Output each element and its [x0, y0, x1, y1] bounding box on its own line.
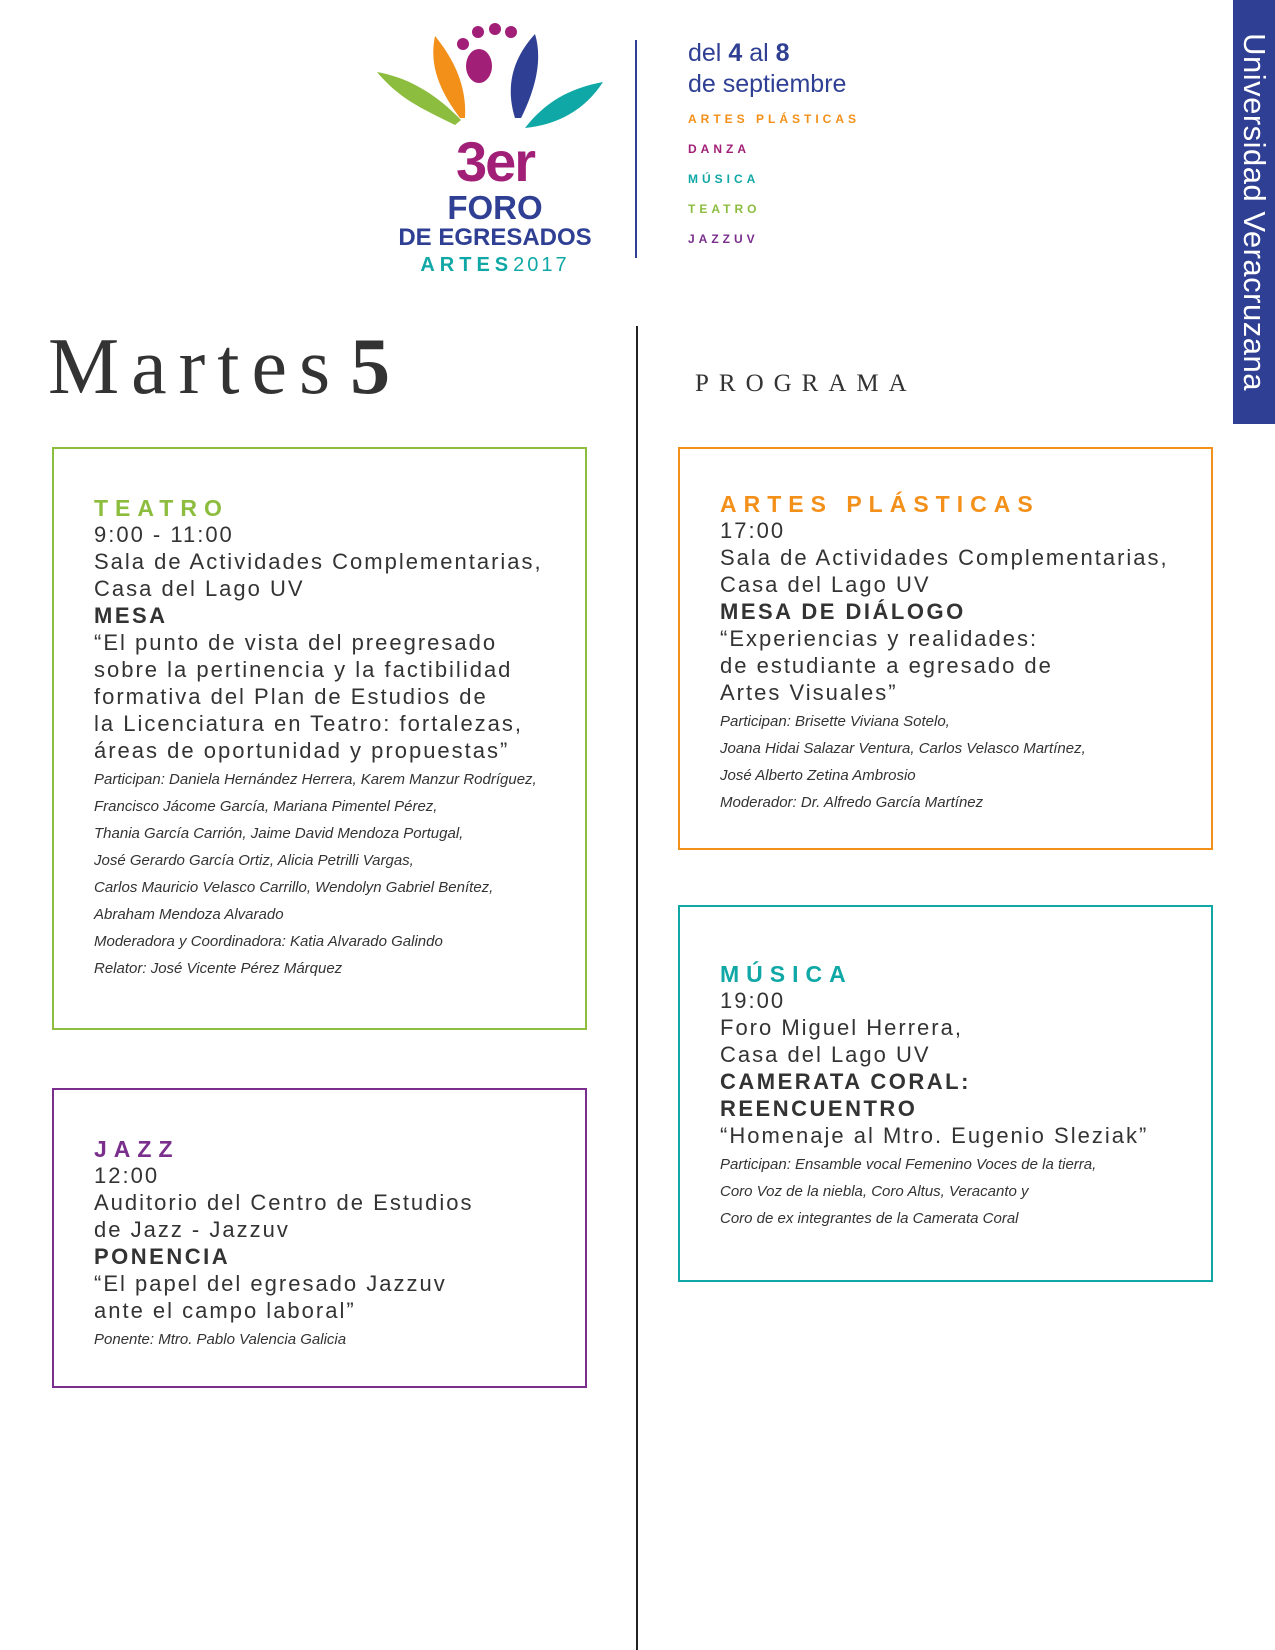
discipline-musica: MÚSICA	[688, 172, 760, 186]
event-participants: Ponente: Mtro. Pablo Valencia Galicia	[94, 1331, 347, 1348]
header-divider	[635, 40, 637, 258]
event-title: “El papel del egresado Jazzuv ante el campo laboral”	[94, 1271, 447, 1323]
event-venue: Sala de Actividades Complementarias, Casa del Lago UV	[720, 545, 1169, 597]
discipline-danza: DANZA	[688, 142, 750, 156]
event-card-artes-plasticas	[678, 447, 1213, 850]
event-time: 17:00	[720, 518, 786, 543]
event-time: 9:00 - 11:00	[94, 522, 234, 547]
programa-label: PROGRAMA	[695, 370, 917, 397]
logo-egresados: DE EGRESADOS	[398, 224, 592, 251]
event-title: “El punto de vista del preegresado sobre la pertinencia y la factibilidad formativa del Plan de Estudios de la Licenciatura en Teatro: fortalezas, áreas de oportunidad y propuestas”	[94, 630, 524, 763]
event-kind: MESA DE DIÁLOGO	[720, 599, 966, 624]
event-participants: Participan: Ensamble vocal Femenino Voces de la tierra, Coro Voz de la niebla, Coro Altus, Veracanto y Coro de ex integrantes de la Camerata Coral	[720, 1156, 1097, 1227]
event-dates: del 4 al 8 de septiembre	[688, 39, 847, 98]
logo-foro: FORO	[447, 189, 543, 226]
event-kind: PONENCIA	[94, 1244, 231, 1269]
logo-artes-year: ARTES2017	[420, 254, 570, 276]
event-card-teatro	[52, 447, 587, 1030]
flower-logo-icon	[375, 20, 615, 135]
event-venue: Auditorio del Centro de Estudios de Jazz - Jazzuv	[94, 1190, 474, 1242]
event-time: 19:00	[720, 988, 786, 1013]
day-title: Martes 5	[48, 323, 391, 411]
event-category: MÚSICA	[720, 961, 853, 987]
event-card-musica	[678, 905, 1213, 1282]
center-divider	[636, 326, 638, 1650]
event-kind: MESA	[94, 603, 168, 628]
event-category: ARTES PLÁSTICAS	[720, 491, 1040, 517]
discipline-artes-plasticas: ARTES PLÁSTICAS	[688, 112, 861, 126]
discipline-teatro: TEATRO	[688, 202, 761, 216]
event-category: TEATRO	[94, 495, 229, 521]
forum-logo	[375, 20, 615, 276]
event-time: 12:00	[94, 1163, 160, 1188]
logo-edition: 3er	[455, 130, 535, 193]
event-venue: Foro Miguel Herrera, Casa del Lago UV	[720, 1015, 963, 1067]
discipline-jazzuv: JAZZUV	[688, 232, 759, 246]
event-participants: Participan: Daniela Hernández Herrera, Karem Manzur Rodríguez, Francisco Jácome García, Mariana Pimentel Pérez, Thania García Carrión, Jaime David Mendoza Portugal, José Gerardo García Ortiz, Alicia Petrilli Vargas, Carlos Mauricio Velasco Carrillo, Wendolyn Gabriel Benítez, Abraham Mendoza Alvarado Moderadora y Coordinadora: Katia Alvarado Galindo Relator: José Vicente Pérez Márquez	[94, 771, 537, 977]
event-category: JAZZ	[94, 1136, 180, 1162]
event-title: “Homenaje al Mtro. Eugenio Sleziak”	[720, 1123, 1149, 1148]
university-name: Universidad Veracruzana	[1237, 33, 1272, 391]
event-participants: Participan: Brisette Viviana Sotelo, Joana Hidai Salazar Ventura, Carlos Velasco Martínez, José Alberto Zetina Ambrosio Moderador: Dr. Alfredo García Martínez	[720, 713, 1086, 811]
event-card-jazz	[52, 1088, 587, 1388]
event-kind: CAMERATA CORAL: REENCUENTRO	[720, 1069, 971, 1121]
university-side-tab	[1233, 0, 1275, 424]
event-title: “Experiencias y realidades: de estudiante a egresado de Artes Visuales”	[720, 626, 1053, 705]
event-venue: Sala de Actividades Complementarias, Casa del Lago UV	[94, 549, 543, 601]
